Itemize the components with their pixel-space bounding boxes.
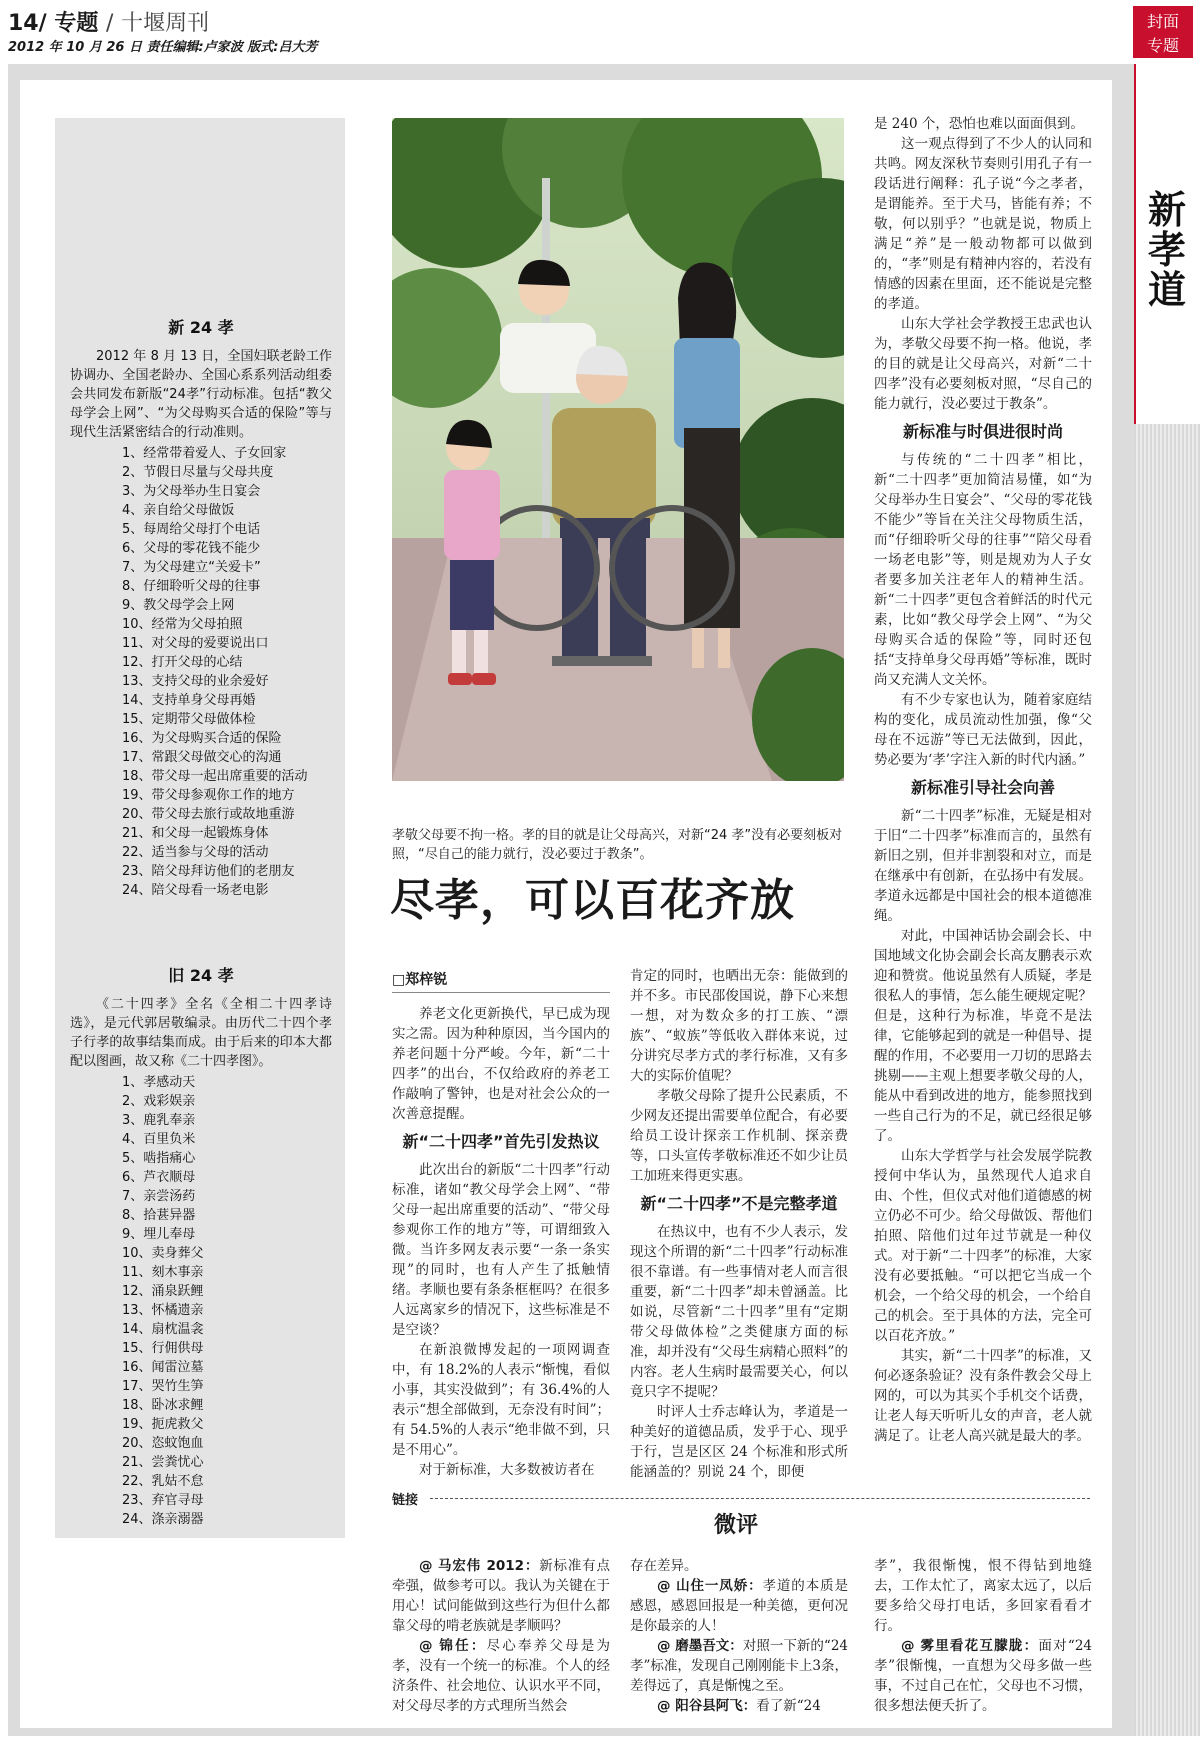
side-title: 新孝道 bbox=[1148, 187, 1187, 312]
photo-caption: 孝敬父母要不拘一格。孝的目的就是让父母高兴，对新“24 孝”没有必要刻板对照，“尽自己的能力就行，没必要过于教条”。 bbox=[392, 828, 843, 862]
page-number: 14/ bbox=[8, 11, 47, 36]
list-item: 24、陪父母看一场老电影 bbox=[122, 883, 269, 898]
comment-author: @ 锦任： bbox=[419, 1638, 487, 1654]
old24-box bbox=[70, 966, 332, 1529]
list-item: 11、刻木事亲 bbox=[122, 1265, 204, 1280]
list-item: 12、涌泉跃鲤 bbox=[122, 1284, 204, 1299]
comment-text: 新标准有点牵强，做参考可以。我认为关键在于用心！试问能做到这些行为但什么都靠父母的啃老族就是孝顺吗？ bbox=[392, 1558, 610, 1634]
comment-text: 孝”，我很惭愧，恨不得钻到地缝去，工作太忙了，离家太远了，以后要多给父母打电话，多回家看看才行。 bbox=[874, 1558, 1092, 1634]
comment-author: @ 雾里看花互朦胧： bbox=[901, 1638, 1039, 1654]
comment-author: @ 马宏伟 2012： bbox=[419, 1558, 540, 1574]
separator: / bbox=[106, 11, 114, 36]
list-item: 8、拾葚异器 bbox=[122, 1208, 196, 1223]
new24-box bbox=[70, 318, 332, 900]
list-item: 2、节假日尽量与父母共度 bbox=[122, 465, 274, 480]
paragraph: 养老文化更新换代，早已成为现实之需。因为种种原因，当今国内的养老问题十分严峻。今年，新“二十四孝”的出台，不仅给政府的养老工作敲响了警钟，也是对社会公众的一次善意提醒。 bbox=[392, 1006, 610, 1122]
list-item: 6、芦衣顺母 bbox=[122, 1170, 196, 1185]
list-item: 18、带父母一起出席重要的活动 bbox=[122, 769, 308, 784]
old24-intro: 《二十四孝》全名《全相二十四孝诗选》，是元代郭居敬编录。由历代二十四个孝子行孝的故事结集而成。由于后来的印本大都配以图画，故又称《二十四孝图》。 bbox=[70, 997, 332, 1069]
page-folio bbox=[8, 6, 209, 37]
article-column-3 bbox=[874, 114, 1092, 1446]
list-item: 14、扇枕温衾 bbox=[122, 1322, 204, 1337]
list-item: 13、怀橘遗亲 bbox=[122, 1303, 204, 1318]
list-item: 5、啮指痛心 bbox=[122, 1151, 196, 1166]
list-item: 6、父母的零花钱不能少 bbox=[122, 541, 261, 556]
list-item: 3、为父母举办生日宴会 bbox=[122, 484, 261, 499]
byline: □郑梓锐 bbox=[392, 969, 610, 993]
paragraph: 在新浪微博发起的一项网调查中，有 18.2%的人表示“惭愧，看似小事，其实没做到”；有 36.4%的人表示“想全部做到，无奈没有时间”；有 54.5%的人表示“绝非做不到，只是不用心”。 bbox=[392, 1342, 610, 1458]
paragraph: 是 240 个，恐怕也难以面面俱到。 bbox=[874, 116, 1084, 132]
list-item: 19、带父母参观你工作的地方 bbox=[122, 788, 295, 803]
list-item: 4、亲自给父母做饭 bbox=[122, 503, 235, 518]
paragraph: 在热议中，也有不少人表示，发现这个所谓的新“二十四孝”行动标准很不靠谱。有一些事情对老人而言很重要，新“二十四孝”却未曾涵盖。比如说，尽管新“二十四孝”里有“定期带父母做体检”之类健康方面的标准，却并没有“父母生病精心照料”的内容。老人生病时最需要关心，何以竟只字不提呢？ bbox=[630, 1224, 848, 1400]
comment bbox=[630, 1636, 848, 1696]
list-item: 14、支持单身父母再婚 bbox=[122, 693, 256, 708]
paragraph: 有不少专家也认为，随着家庭结构的变化，成员流动性加强，像“父母在不远游”等已无法做到，因此，势必要为‘孝’字注入新的时代内涵。” bbox=[874, 692, 1092, 768]
subheading: 新“二十四孝”首先引发热议 bbox=[402, 1132, 600, 1151]
list-item: 22、适当参与父母的活动 bbox=[122, 845, 269, 860]
paragraph: 山东大学哲学与社会发展学院教授何中华认为，虽然现代人追求自由、个性，但仪式对他们道德感的树立仍必不可少。给父母做饭、帮他们拍照、陪他们过年过节就是一种仪式。对于新“二十四孝”的标准，大家没有必要抵触。“可以把它当成一个机会，一个给父母的机会，一个给自己的机会。至于具体的方法，完全可以百花齐放。” bbox=[874, 1148, 1092, 1344]
list-item: 24、涤亲溺器 bbox=[122, 1512, 204, 1527]
stamp-line-1: 封面 bbox=[1146, 12, 1179, 31]
comment bbox=[874, 1636, 1092, 1716]
comment bbox=[630, 1576, 848, 1636]
new24-title: 新 24 孝 bbox=[168, 318, 234, 337]
paragraph: 时评人士乔志峰认为，孝道是一种美好的道德品质，发乎于心、现乎于行，岂是区区 24 个标准和形式所能涵盖的？别说 24 个，即便 bbox=[630, 1404, 848, 1480]
list-item: 23、弃官寻母 bbox=[122, 1493, 204, 1508]
paragraph: 对此，中国神话协会副会长、中国地域文化协会副会长高友鹏表示欢迎和赞赏。他说虽然有人质疑，孝是很私人的事情，怎么能生硬规定呢？但是，这种行为标准，毕竟不是法律，它能够起到的就是一种倡导、提醒的作用，不必要用一刀切的思路去挑剔——主观上想要孝敬父母的人，能从中看到改进的地方，能参照找到一些自己行为的不足，就已经很足够了。 bbox=[874, 928, 1092, 1144]
list-item: 2、戏彩娱亲 bbox=[122, 1094, 196, 1109]
list-item: 11、对父母的爱要说出口 bbox=[122, 636, 269, 651]
page-header bbox=[0, 0, 1130, 58]
section-name: 专题 bbox=[54, 11, 99, 36]
paragraph: 其实，新“二十四孝”的标准，又何必逐条验证？没有条件教会父母上网的，可以为其买个手机交个话费，让老人每天听听儿女的声音，老人就满足了。让老人高兴就是最大的孝。 bbox=[874, 1348, 1092, 1444]
list-item: 4、百里负米 bbox=[122, 1132, 196, 1147]
article-column-2 bbox=[630, 966, 848, 1482]
subheading: 新标准引导社会向善 bbox=[910, 778, 1055, 797]
side-stripe bbox=[1134, 424, 1200, 1736]
comment-text: 对照一下新的“24 孝”标准，发现自己刚刚能卡上3条，差得远了，真是惭愧之至。 bbox=[630, 1638, 848, 1694]
subheading: 新标准与时俱进很时尚 bbox=[902, 422, 1063, 441]
list-item: 15、定期带父母做体检 bbox=[122, 712, 256, 727]
list-item: 7、为父母建立“关爱卡” bbox=[122, 560, 261, 575]
list-item: 20、恣蚊饱血 bbox=[122, 1436, 204, 1451]
family-photo bbox=[392, 118, 844, 781]
divider bbox=[430, 1498, 1090, 1499]
side-tab bbox=[1134, 64, 1200, 424]
subheading: 新“二十四孝”不是完整孝道 bbox=[640, 1194, 838, 1213]
weiping-column-1 bbox=[392, 1556, 610, 1716]
list-item: 21、尝粪忧心 bbox=[122, 1455, 204, 1470]
list-item: 13、支持父母的业余爱好 bbox=[122, 674, 269, 689]
new24-intro: 2012 年 8 月 13 日，全国妇联老龄工作协调办、全国老龄办、全国心系系列活动组委会共同发布新版“24孝”行动标准。包括“教父母学会上网”、“为父母购买合适的保险”等与现代生活紧密结合的行动准则。 bbox=[70, 349, 332, 440]
list-item: 16、为父母购买合适的保险 bbox=[122, 731, 282, 746]
weiping-column-2 bbox=[630, 1556, 848, 1716]
link-label: 链接 bbox=[392, 1493, 419, 1508]
list-item: 12、打开父母的心结 bbox=[122, 655, 243, 670]
paragraph: 与传统的“二十四孝”相比，新“二十四孝”更加简洁易懂，如“为父母举办生日宴会”、“父母的零花钱不能少”等旨在关注父母物质生活，而“仔细聆听父母的往事”“陪父母看一场老电影”等，则是规劝为人子女者要多加关注老年人的精神生活。新“二十四孝”更包含着鲜活的时代元素，比如“教父母学会上网”、“为父母购买合适的保险”等，同时还包括“支持单身父母再婚”等标准，既时尚又充满人文关怀。 bbox=[874, 452, 1092, 688]
comment bbox=[630, 1696, 848, 1716]
list-item: 7、亲尝汤药 bbox=[122, 1189, 196, 1204]
old24-title: 旧 24 孝 bbox=[168, 966, 234, 985]
family-photo-illustration bbox=[392, 118, 844, 781]
list-item: 10、卖身葬父 bbox=[122, 1246, 204, 1261]
list-item: 19、扼虎救父 bbox=[122, 1417, 204, 1432]
comment bbox=[392, 1556, 610, 1636]
comment bbox=[630, 1556, 848, 1576]
paragraph: 新“二十四孝”标准，无疑是相对于旧“二十四孝”标准而言的，虽然有新旧之别，但并非割裂和对立，而是在继承中有创新，在弘扬中有发展。孝道永远都是中国社会的根本道德准绳。 bbox=[874, 808, 1092, 924]
list-item: 9、教父母学会上网 bbox=[122, 598, 235, 613]
list-item: 8、仔细聆听父母的往事 bbox=[122, 579, 261, 594]
list-item: 1、经常带着爱人、子女回家 bbox=[122, 446, 287, 461]
list-item: 1、孝感动天 bbox=[122, 1075, 196, 1090]
paragraph: 孝敬父母除了提升公民素质，不少网友还提出需要单位配合，有必要给员工设计探亲工作机制、探亲费等，口头宣传孝敬标准还不如少让员工加班来得更实惠。 bbox=[630, 1088, 848, 1184]
paragraph: 肯定的同时，也晒出无奈：能做到的并不多。市民邵俊国说，静下心来想一想，对为数众多的打工族、“漂族”、“蚁族”等低收入群体来说，过分讲究尽孝方式的孝行标准，又有多大的实际价值呢？ bbox=[630, 968, 848, 1084]
paragraph: 对于新标准，大多数被访者在 bbox=[419, 1462, 595, 1478]
comment-text: 面对“24孝”很惭愧，一直想为父母多做一些事，不过自己在忙，父母也不习惯，很多想法便夭折了。 bbox=[874, 1638, 1092, 1714]
old24-list bbox=[70, 1073, 332, 1529]
paragraph: 山东大学社会学教授王忠武也认为，孝敬父母要不拘一格。他说，孝的目的就是让父母高兴，对新“二十四孝”没有必要刻板对照，“尽自己的能力就行，没必要过于教条”。 bbox=[874, 316, 1092, 412]
list-item: 23、陪父母拜访他们的老朋友 bbox=[122, 864, 295, 879]
stamp-line-2: 专题 bbox=[1146, 36, 1179, 55]
list-item: 17、常跟父母做交心的沟通 bbox=[122, 750, 282, 765]
comment-text: 孝道的本质是感恩，感恩回报是一种美德，更何况是你最亲的人！ bbox=[630, 1578, 848, 1634]
paragraph: 这一观点得到了不少人的认同和共鸣。网友深秋节奏则引用孔子有一段话进行阐释：孔子说“今之孝者，是谓能养。至于犬马，皆能有养；不敬，何以别乎？”也就是说，物质上满足“养”是一般动物都可以做到的，“孝”则是有精神内容的，若没有情感的因素在里面，还不能说是完整的孝道。 bbox=[874, 136, 1092, 312]
list-item: 20、带父母去旅行或故地重游 bbox=[122, 807, 295, 822]
list-item: 18、卧冰求鲤 bbox=[122, 1398, 204, 1413]
list-item: 3、鹿乳奉亲 bbox=[122, 1113, 196, 1128]
weiping-title: 微评 bbox=[713, 1513, 758, 1538]
comment-author: @ 山住一凤娇： bbox=[657, 1578, 763, 1594]
weiping-column-3 bbox=[874, 1556, 1092, 1716]
paragraph: 此次出台的新版“二十四孝”行动标准，诸如“教父母学会上网”、“带父母一起出席重要的活动”、“带父母参观你工作的地方”等，可谓细致入微。当许多网友表示要“一条一条实现”的同时，也有人产生了抵触情绪。孝顺也要有条条框框吗？在很多人远离家乡的情况下，这些标准是不是空谈？ bbox=[392, 1162, 610, 1338]
comment bbox=[392, 1636, 610, 1716]
comment-text: 看了新“24 bbox=[756, 1698, 821, 1714]
comment-author: @ 磨墨吾文： bbox=[657, 1638, 743, 1654]
date-editor-line: 2012 年 10 月 26 日 责任编辑:卢家波 版式:吕大芳 bbox=[8, 40, 318, 55]
comment-author: @ 阳谷县阿飞： bbox=[657, 1698, 757, 1714]
new24-list bbox=[70, 444, 332, 900]
list-item: 15、行佣供母 bbox=[122, 1341, 204, 1356]
list-item: 21、和父母一起锻炼身体 bbox=[122, 826, 269, 841]
list-item: 10、经常为父母拍照 bbox=[122, 617, 243, 632]
list-item: 5、每周给父母打个电话 bbox=[122, 522, 261, 537]
paper-name: 十堰周刊 bbox=[121, 11, 210, 36]
section-stamp bbox=[1133, 6, 1193, 58]
comment-text: 存在差异。 bbox=[630, 1558, 698, 1574]
article-headline: 尽孝，可以百花齐放 bbox=[390, 875, 795, 926]
list-item: 22、乳姑不怠 bbox=[122, 1474, 204, 1489]
article-column-1 bbox=[392, 1004, 610, 1480]
comment-text: 尽心奉养父母是为孝，没有一个统一的标准。个人的经济条件、社会地位、认识水平不同，对父母尽孝的方式理所当然会 bbox=[392, 1638, 611, 1714]
list-item: 17、哭竹生笋 bbox=[122, 1379, 204, 1394]
list-item: 16、闻雷泣墓 bbox=[122, 1360, 204, 1375]
list-item: 9、埋儿奉母 bbox=[122, 1227, 196, 1242]
comment bbox=[874, 1556, 1092, 1636]
